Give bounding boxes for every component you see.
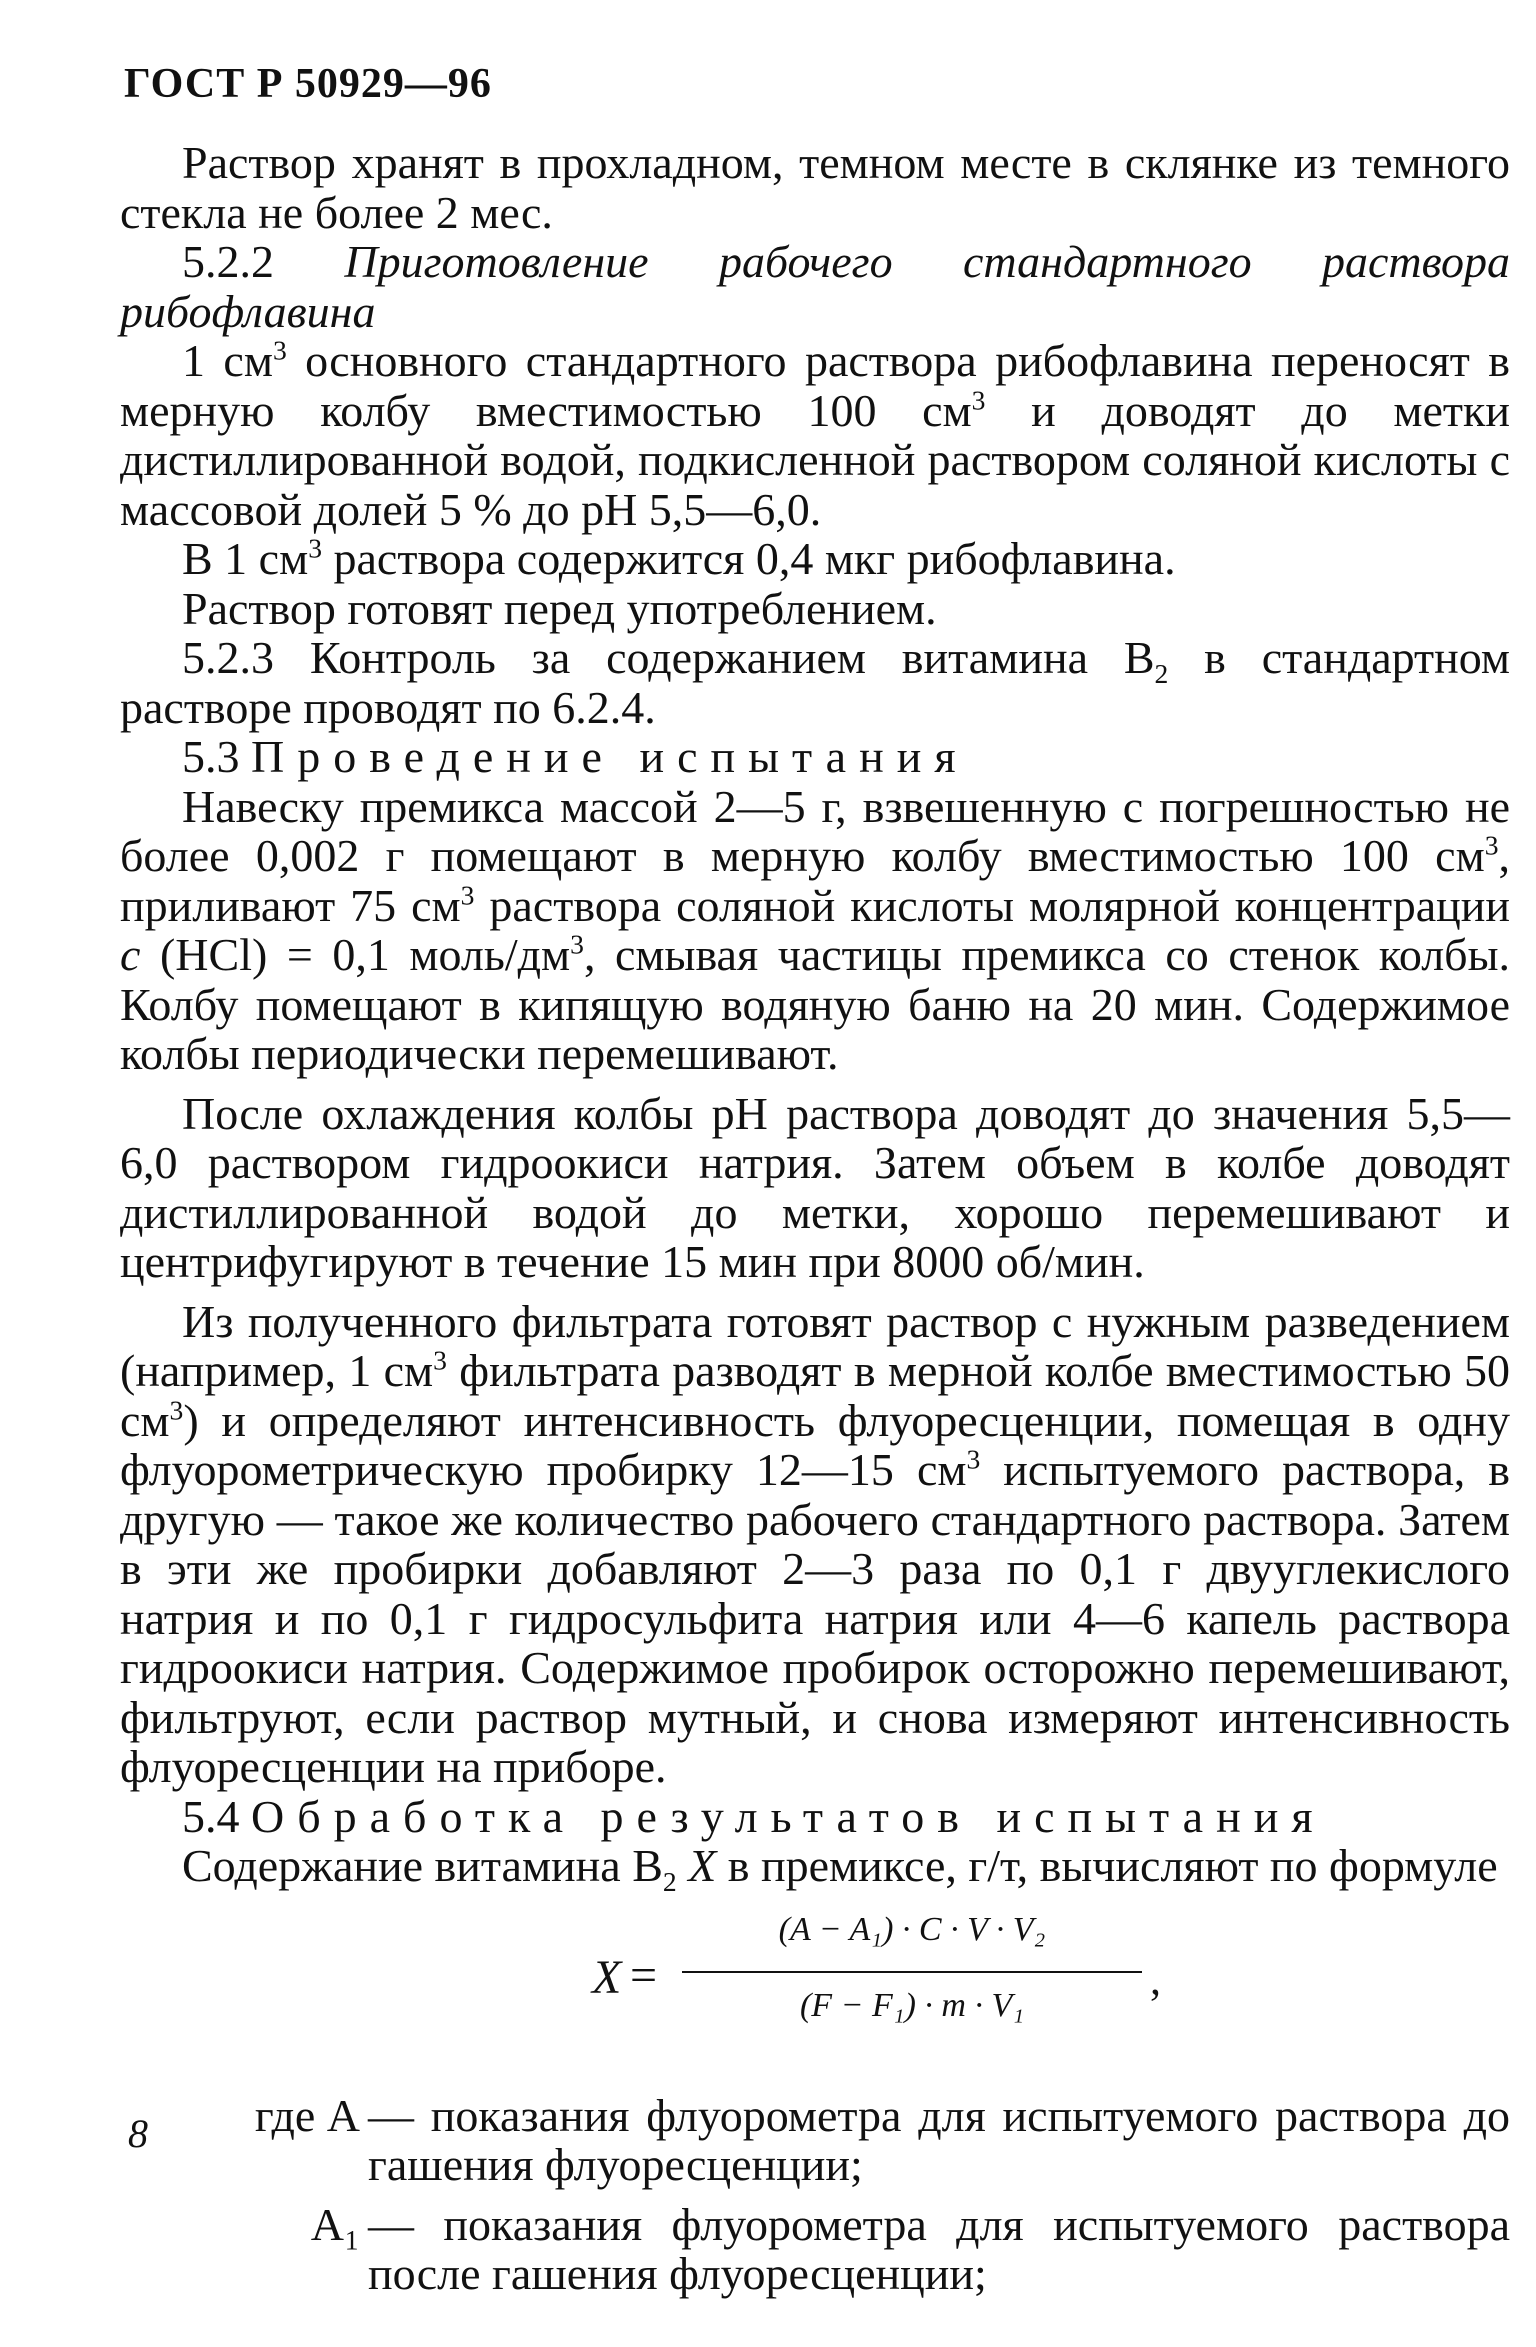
text-run: (HCl) = 0,1 моль/дм bbox=[140, 929, 571, 980]
superscript: 3 bbox=[433, 1344, 447, 1376]
document-header: ГОСТ Р 50929—96 bbox=[124, 61, 492, 107]
paragraph-formula-intro bbox=[120, 1840, 1510, 1898]
text-run: ) и определяют интенсивность флуоресценции, помещая в одну флуорометрическую пробирку 12—15 см bbox=[120, 1394, 1510, 1495]
italic-symbol: c bbox=[120, 929, 141, 980]
text-run: в премиксе, г/т, вычисляют по формуле bbox=[716, 1840, 1498, 1891]
paragraph-cooling: После охлаждения колбы pH раствора доводят до значения 5,5—6,0 раствором гидроокиси натрия. Затем объем в колбе доводят дистиллированной водой до метки, хорошо перемешивают и центрифугируют в течение 15 мин при 8000 об/мин. bbox=[120, 1087, 1510, 1287]
text-run: раствора содержится 0,4 мкг рибофлавина. bbox=[322, 533, 1176, 584]
formula-denominator: (F − F₁) · m · V₁ bbox=[799, 1986, 1025, 2024]
section-number: 5.2.2 bbox=[182, 236, 274, 287]
text-run: 1 см bbox=[182, 335, 273, 386]
subscript: 2 bbox=[662, 1866, 677, 1898]
section-5-4-heading bbox=[120, 1792, 1510, 1842]
paragraph-sample bbox=[120, 782, 1510, 1079]
paragraph-preparation bbox=[120, 336, 1510, 534]
text-run: Содержание витамина B bbox=[182, 1840, 663, 1891]
text-run: фильтрата разводят в мерной колбе вместимостью 50 см bbox=[120, 1345, 1510, 1446]
text-run: , приливают 75 см bbox=[120, 830, 1510, 931]
text-run: , смывая частицы премикса со стенок колбы. Колбу помещают в кипящую водяную баню на 20 мин. Содержимое колбы периодически перемешивают. bbox=[120, 929, 1510, 1079]
section-5-3-heading bbox=[120, 732, 1510, 782]
formula-numerator: (A − A₁) · C · V · V₂ bbox=[778, 1910, 1046, 1948]
section-number: 5.4 bbox=[182, 1790, 240, 1842]
definition-symbol: где A bbox=[254, 2089, 360, 2141]
section-title: Обработка результатов испытания bbox=[251, 1790, 1326, 1842]
definition-text: — показания флуорометра для испытуемого раствора до гашения флуоресценции; bbox=[368, 2089, 1510, 2190]
italic-symbol: X bbox=[688, 1840, 717, 1891]
document-body bbox=[120, 138, 1510, 2299]
paragraph-filtrate bbox=[120, 1297, 1510, 1792]
paragraph-storage: Раствор хранят в прохладном, темном месте в склянке из темного стекла не более 2 мес. bbox=[120, 137, 1510, 238]
superscript: 3 bbox=[971, 384, 986, 416]
subscript: 2 bbox=[1154, 658, 1169, 690]
definition-row bbox=[120, 2091, 1510, 2190]
text-run: и доводят до метки дистиллированной водой, подкисленной раствором соляной кислоты с массовой долей 5 % до pH 5,5—6,0. bbox=[120, 384, 1510, 535]
definition-text: — показания флуорометра для испытуемого раствора после гашения флуоресценции; bbox=[368, 2198, 1510, 2299]
text-run: 5.2.3 Контроль за содержанием витамина B bbox=[182, 632, 1155, 683]
section-title: Проведение испытания bbox=[251, 731, 969, 782]
superscript: 3 bbox=[966, 1443, 981, 1475]
fraction-bar bbox=[682, 1971, 1142, 1973]
section-5-2-3 bbox=[120, 633, 1510, 732]
formula-comma: , bbox=[1150, 1954, 1161, 2004]
paragraph-concentration bbox=[120, 534, 1510, 584]
text-run: В 1 см bbox=[182, 533, 309, 584]
text-run: испытуемого раствора, в другую — такое же количество рабочего стандартного раствора. Затем в эти же пробирки добавляют 2—3 раза по 0,1 г двууглекислого натрия и по 0,1 г гидросульфита натрия или 4—6 капель раствора гидроокиси натрия. Содержимое пробирок осторожно перемешивают, фильтруют, если раствор мутный, и снова измеряют интенсивность флуоресценции на приборе. bbox=[120, 1444, 1510, 1792]
definitions-list bbox=[120, 2091, 1510, 2299]
definition-symbol: A₁ bbox=[310, 2198, 360, 2250]
page-number: 8 bbox=[128, 2111, 148, 2156]
section-number: 5.3 bbox=[182, 731, 240, 782]
formula-equals: = bbox=[630, 1948, 658, 2002]
definition-row bbox=[120, 2200, 1510, 2299]
text-run: Навеску премикса массой 2—5 г, взвешенную с погрешностью не более 0,002 г помещают в мерную колбу вместимостью 100 см bbox=[120, 780, 1510, 881]
text-run: Из полученного фильтрата готовят раствор с нужным разведением (например, 1 см bbox=[120, 1295, 1510, 1396]
superscript: 3 bbox=[272, 334, 287, 366]
superscript: 3 bbox=[1484, 829, 1499, 861]
superscript: 3 bbox=[308, 532, 323, 564]
superscript: 3 bbox=[169, 1394, 184, 1426]
text-run: в стандартном растворе проводят по 6.2.4. bbox=[120, 632, 1510, 733]
formula-lhs: X bbox=[592, 1950, 622, 2004]
text-run: раствора соляной кислоты молярной концентрации bbox=[474, 879, 1510, 931]
paragraph-prepared-before-use: Раствор готовят перед употреблением. bbox=[182, 582, 937, 634]
section-title: Приготовление рабочего стандартного раствора рибофлавина bbox=[120, 236, 1510, 337]
formula bbox=[120, 1905, 1510, 2075]
text-run: основного стандартного раствора рибофлавина переносят в мерную колбу вместимостью 100 см bbox=[120, 335, 1510, 436]
section-5-2-2-heading bbox=[120, 237, 1510, 336]
superscript: 3 bbox=[570, 928, 584, 960]
superscript: 3 bbox=[460, 879, 475, 911]
